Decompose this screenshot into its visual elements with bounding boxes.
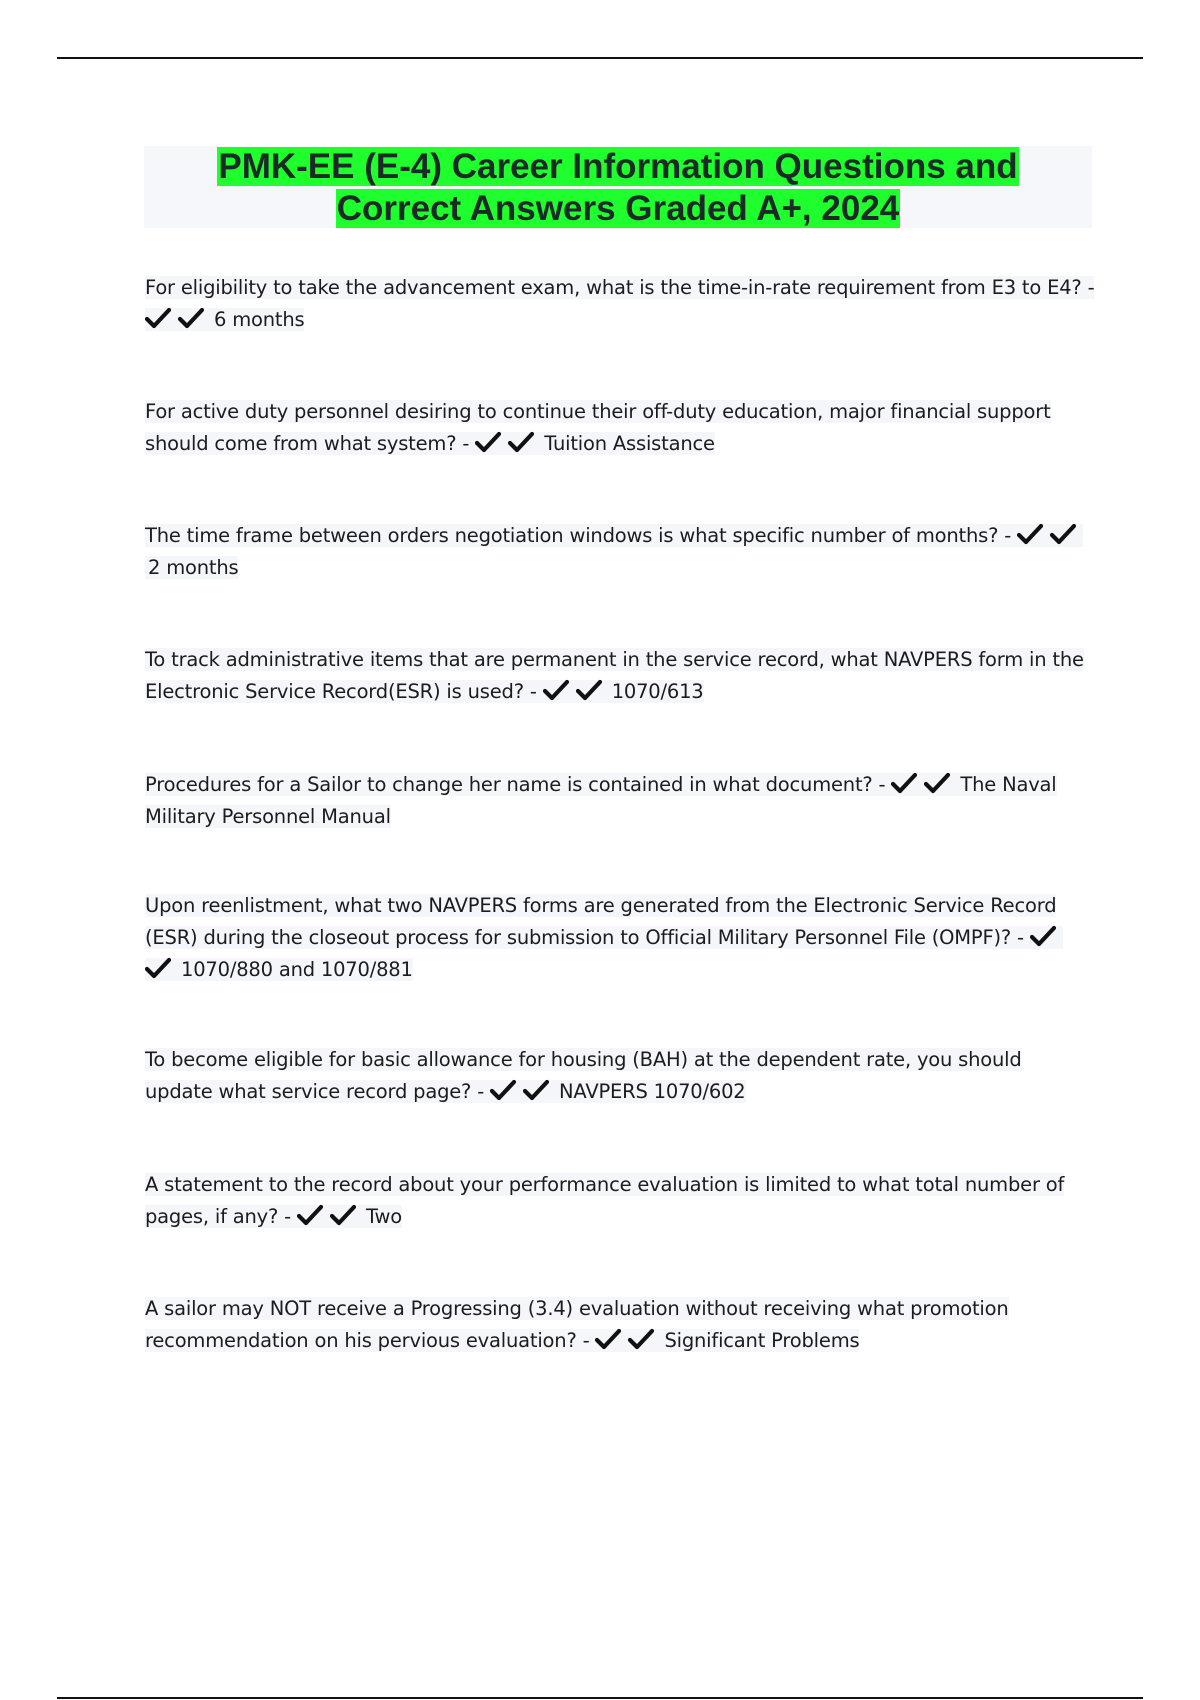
check-mark-icon bbox=[330, 1204, 356, 1226]
qa-item-1 bbox=[145, 272, 1095, 336]
check-mark-icon bbox=[628, 1328, 654, 1350]
title-line-1: PMK-EE (E-4) Career Information Questions and bbox=[218, 147, 1018, 186]
check-mark-icon bbox=[297, 1204, 323, 1226]
answer-text: 6 months bbox=[214, 308, 305, 331]
answer-text: The Naval Military Personnel Manual bbox=[145, 773, 1057, 828]
answer-text: Significant Problems bbox=[664, 1329, 860, 1352]
answer-text: NAVPERS 1070/602 bbox=[559, 1080, 746, 1103]
separator: - bbox=[576, 1329, 590, 1352]
qa-item-3 bbox=[145, 520, 1095, 584]
separator: - bbox=[278, 1205, 291, 1228]
answer-text: Tuition Assistance bbox=[544, 432, 715, 455]
page-title bbox=[144, 146, 1092, 230]
check-mark-icon bbox=[523, 1079, 549, 1101]
separator: - bbox=[872, 773, 886, 796]
question-text: A sailor may NOT receive a Progressing (3.4) evaluation without receiving what promotion recommendation on his pervious evaluation? bbox=[145, 1297, 1009, 1352]
check-mark-icon bbox=[1017, 523, 1043, 545]
separator: - bbox=[998, 524, 1012, 547]
question-text: To become eligible for basic allowance for housing (BAH) at the dependent rate, you should update what service record page? bbox=[145, 1048, 1022, 1103]
qa-item-2 bbox=[145, 396, 1095, 460]
top-rule bbox=[57, 57, 1143, 59]
title-line-2: Correct Answers Graded A+, 2024 bbox=[336, 189, 900, 228]
check-mark-icon bbox=[178, 307, 204, 329]
separator: - bbox=[471, 1080, 485, 1103]
check-mark-icon bbox=[924, 772, 950, 794]
answer-text: 1070/880 and 1070/881 bbox=[181, 958, 413, 981]
question-text: The time frame between orders negotiation windows is what specific number of months? bbox=[145, 524, 999, 547]
separator: - bbox=[1081, 276, 1095, 299]
check-mark-icon bbox=[145, 957, 171, 979]
separator: - bbox=[523, 680, 537, 703]
qa-item-5 bbox=[145, 769, 1095, 833]
answer-text: 2 months bbox=[148, 556, 239, 579]
answer-text: Two bbox=[365, 1205, 402, 1228]
check-mark-icon bbox=[543, 679, 569, 701]
qa-item-6 bbox=[145, 890, 1095, 986]
bottom-rule bbox=[57, 1697, 1143, 1699]
qa-item-7 bbox=[145, 1044, 1095, 1108]
check-mark-icon bbox=[145, 307, 171, 329]
question-text: To track administrative items that are permanent in the service record, what NAVPERS form in the Electronic Service Record(ESR) is used? bbox=[145, 648, 1084, 703]
check-mark-icon bbox=[508, 431, 534, 453]
question-text: For eligibility to take the advancement exam, what is the time-in-rate requirement from E3 to E4? bbox=[145, 276, 1082, 299]
separator: - bbox=[456, 432, 470, 455]
qa-item-4 bbox=[145, 644, 1095, 708]
qa-item-9 bbox=[145, 1293, 1095, 1357]
check-mark-icon bbox=[595, 1328, 621, 1350]
check-mark-icon bbox=[475, 431, 501, 453]
question-text: Procedures for a Sailor to change her name is contained in what document? bbox=[145, 773, 873, 796]
check-mark-icon bbox=[576, 679, 602, 701]
check-mark-icon bbox=[490, 1079, 516, 1101]
qa-item-8 bbox=[145, 1169, 1095, 1233]
question-text: Upon reenlistment, what two NAVPERS forms are generated from the Electronic Service Record (ESR) during the closeout process for submission to Official Military Personnel File (OMPF)? bbox=[145, 894, 1057, 949]
check-mark-icon bbox=[1050, 523, 1076, 545]
title-band bbox=[144, 146, 1092, 228]
check-mark-icon bbox=[891, 772, 917, 794]
check-mark-icon bbox=[1030, 925, 1056, 947]
question-text: A statement to the record about your performance evaluation is limited to what total number of pages, if any? bbox=[145, 1173, 1065, 1228]
separator: - bbox=[1011, 926, 1024, 949]
answer-text: 1070/613 bbox=[611, 680, 704, 703]
question-text: For active duty personnel desiring to continue their off-duty education, major financial support should come from what system? bbox=[145, 400, 1051, 455]
